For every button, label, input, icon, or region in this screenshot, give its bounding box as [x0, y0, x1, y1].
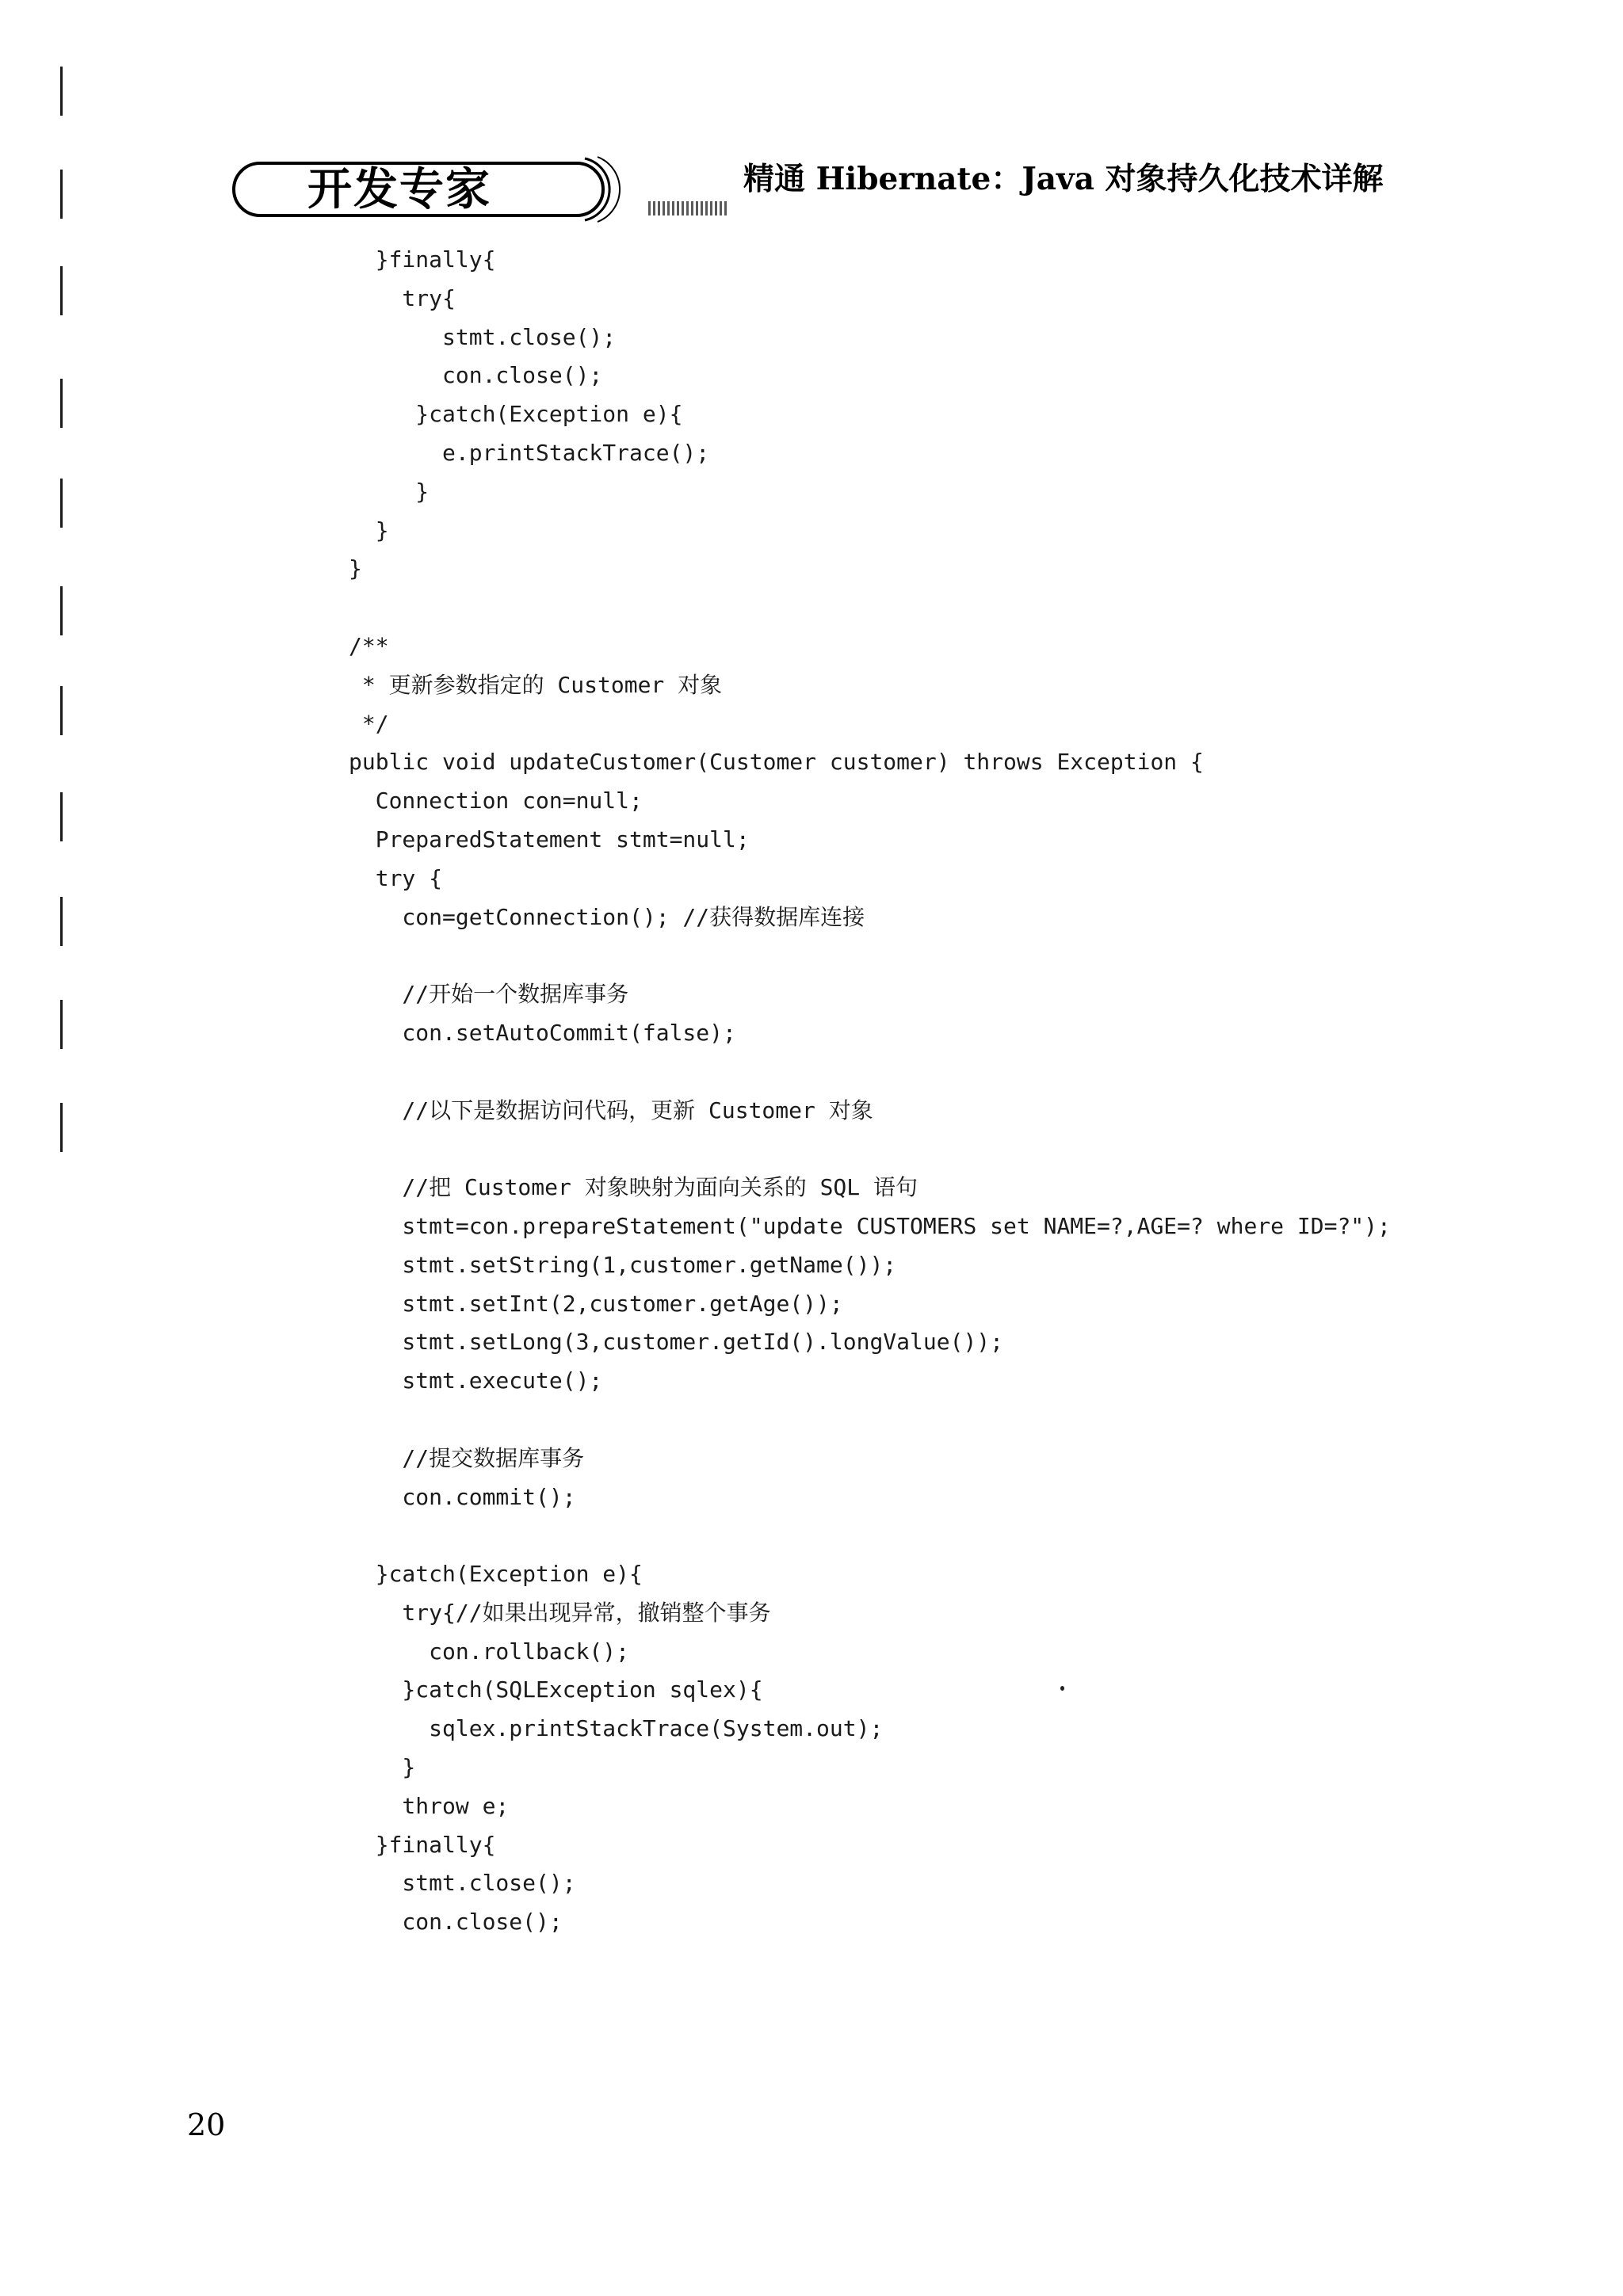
code-line: e.printStackTrace(); — [349, 439, 710, 466]
binding-mark — [60, 170, 63, 219]
code-line: //提交数据库事务 — [349, 1444, 585, 1471]
running-header: 精通 Hibernate：Java 对象持久化技术详解 — [743, 161, 1384, 197]
code-line: sqlex.printStackTrace(System.out); — [349, 1715, 884, 1742]
code-line: try{ — [349, 284, 456, 311]
code-line: stmt.setLong(3,customer.getId().longValue()); — [349, 1329, 1004, 1356]
code-line: }catch(Exception e){ — [349, 401, 683, 428]
code-line: con.setAutoCommit(false); — [349, 1019, 736, 1046]
code-line: }catch(SQLException sqlex){ — [349, 1676, 763, 1703]
code-line: Connection con=null; — [349, 788, 643, 814]
code-line: try { — [349, 864, 443, 891]
code-line: con.close(); — [349, 362, 603, 389]
code-line — [349, 1516, 1522, 1555]
binding-mark — [60, 686, 63, 735]
code-line: } — [349, 555, 362, 582]
code-line: //开始一个数据库事务 — [349, 981, 629, 1008]
code-line: //以下是数据访问代码，更新 Customer 对象 — [349, 1097, 873, 1123]
binding-mark — [60, 792, 63, 841]
code-line: con.rollback(); — [349, 1638, 630, 1665]
page-number: 20 — [187, 2107, 226, 2142]
code-line — [349, 1130, 1522, 1169]
code-line: */ — [349, 710, 389, 737]
binding-mark — [60, 897, 63, 946]
code-line: } — [349, 517, 389, 543]
code-line: con=getConnection(); //获得数据库连接 — [349, 903, 865, 930]
code-line: //把 Customer 对象映射为面向关系的 SQL 语句 — [349, 1174, 918, 1201]
print-speck — [1060, 1686, 1064, 1691]
code-line: /** — [349, 632, 389, 659]
code-line: stmt.setString(1,customer.getName()); — [349, 1251, 897, 1278]
binding-mark — [60, 67, 63, 116]
code-line: stmt=con.prepareStatement("update CUSTOMERS set NAME=?,AGE=? where ID=?"); — [349, 1212, 1391, 1239]
code-line: public void updateCustomer(Customer customer) throws Exception { — [349, 749, 1204, 776]
code-line — [349, 936, 1522, 975]
code-line: try{//如果出现异常，撤销整个事务 — [349, 1599, 771, 1626]
code-line: } — [349, 478, 430, 505]
header-ornament — [648, 201, 727, 215]
code-line: } — [349, 1754, 416, 1781]
binding-mark — [60, 586, 63, 635]
code-line: stmt.close(); — [349, 1870, 576, 1897]
binding-mark — [60, 1000, 63, 1049]
code-line: throw e; — [349, 1792, 510, 1819]
code-line: stmt.close(); — [349, 323, 617, 350]
binding-mark — [60, 479, 63, 528]
code-line: PreparedStatement stmt=null; — [349, 826, 750, 852]
binding-mark — [60, 266, 63, 315]
binding-mark — [60, 1103, 63, 1152]
code-line: con.close(); — [349, 1909, 563, 1936]
code-line: * 更新参数指定的 Customer 对象 — [349, 671, 723, 698]
code-line — [349, 1401, 1522, 1440]
code-line: stmt.execute(); — [349, 1367, 603, 1394]
code-line — [349, 1053, 1522, 1092]
series-badge — [204, 155, 632, 223]
code-line: }finally{ — [349, 1831, 496, 1858]
binding-mark — [60, 379, 63, 428]
series-badge-label: 开发专家 — [307, 164, 491, 215]
code-line: }finally{ — [349, 246, 496, 273]
code-line: con.commit(); — [349, 1483, 576, 1510]
code-line: }catch(Exception e){ — [349, 1561, 643, 1588]
code-line: stmt.setInt(2,customer.getAge()); — [349, 1290, 843, 1317]
code-listing — [349, 241, 1522, 1942]
code-line — [349, 589, 1522, 627]
